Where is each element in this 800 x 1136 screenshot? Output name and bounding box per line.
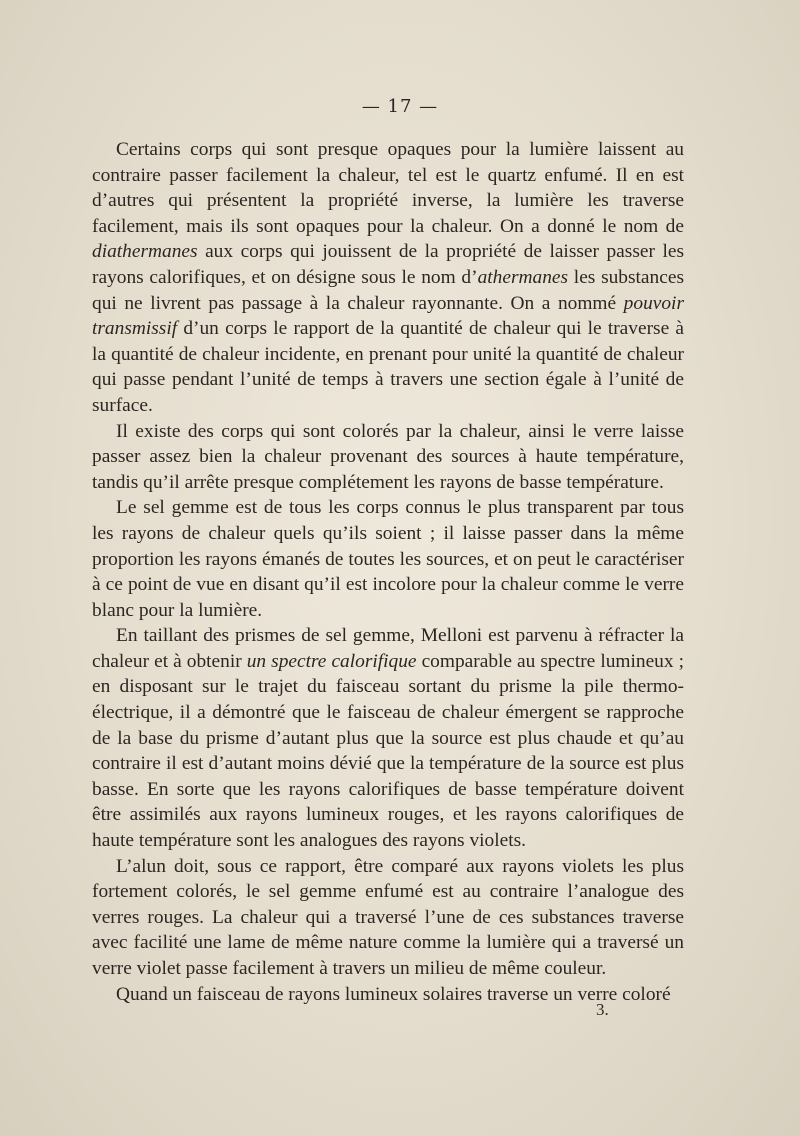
italic-term: pouvoir transmissif (92, 292, 684, 340)
text-run: d’un corps le rapport de la quantité de chaleur qui le traverse à la quantité de chaleur incidente, en prenant pour unité la quantité de chaleur qui passe pendant l’unité de temps à travers une section égale à l’unité de surface. (92, 318, 684, 416)
text-run: comparable au spectre lumineux ; en disposant sur le trajet du faisceau sortant du prisme la pile thermo-électrique, il a démontré que le faisceau de chaleur émergent se rapproche de la base du prisme d’autant plus que la source est plus chaude et qu’au contraire il est d’autant moins dévié que la température de la source est plus basse. En sorte que les rayons calorifiques de basse température doivent être assimilés aux rayons lumineux rouges, et les rayons calorifiques de haute température sont les analogues des rayons violets. (92, 650, 684, 852)
text-run: En taillant des prismes de sel gemme, Melloni est parvenu à réfracter la chaleur et à obtenir (92, 625, 684, 672)
text-run: Quand un faisceau de rayons lumineux solaires traverse un verre coloré (116, 983, 671, 1005)
text-run: Certains corps qui sont presque opaques pour la lumière laissent au contraire passer facilement la chaleur, tel est le quartz enfumé. Il en est d’autres qui présentent la propriété inverse, la lumière les traverse facilement, mais ils sont opaques pour la chaleur. On a donné le nom de (92, 139, 684, 237)
text-run: les substances qui ne livrent pas passage à la chaleur rayonnante. On a nommé (92, 266, 684, 314)
text-run: aux corps qui jouissent de la propriété de laisser passer les rayons calorifiques, et on désigne sous le nom d’ (92, 241, 684, 288)
text-run: Le sel gemme est de tous les corps connus le plus transparent par tous les rayons de chaleur quels qu’ils soient ; il laisse passer dans la même proportion les rayons émanés de toutes les sources, et on peut le caractériser à ce point de vue en disant qu’il est incolore pour la chaleur comme le verre blanc pour la lumière. (92, 497, 684, 621)
paragraph (92, 623, 684, 853)
italic-term: un spectre calorifique (246, 650, 417, 672)
paragraph (92, 419, 684, 496)
body-text (92, 137, 684, 1007)
text-run: L’alun doit, sous ce rapport, être comparé aux rayons violets les plus fortement colorés, le sel gemme enfumé est au contraire l’analogue des verres rouges. La chaleur qui a traversé l’une de ces substances traverse avec facilité une lame de même nature comme la lumière qui a traversé un verre violet passe facilement à travers un milieu de même couleur. (92, 855, 684, 979)
paragraph (92, 854, 684, 982)
text-run: Il existe des corps qui sont colorés par la chaleur, ainsi le verre laisse passer assez bien la chaleur provenant des sources à haute température, tandis qu’il arrête presque complétement les rayons de basse température. (92, 420, 684, 493)
italic-term: athermanes (477, 266, 569, 288)
paragraph (92, 495, 684, 623)
italic-term: diathermanes (92, 241, 198, 263)
paragraph (92, 137, 684, 419)
page-number: — 17 — (361, 96, 439, 117)
signature-mark: 3. (596, 1000, 609, 1019)
